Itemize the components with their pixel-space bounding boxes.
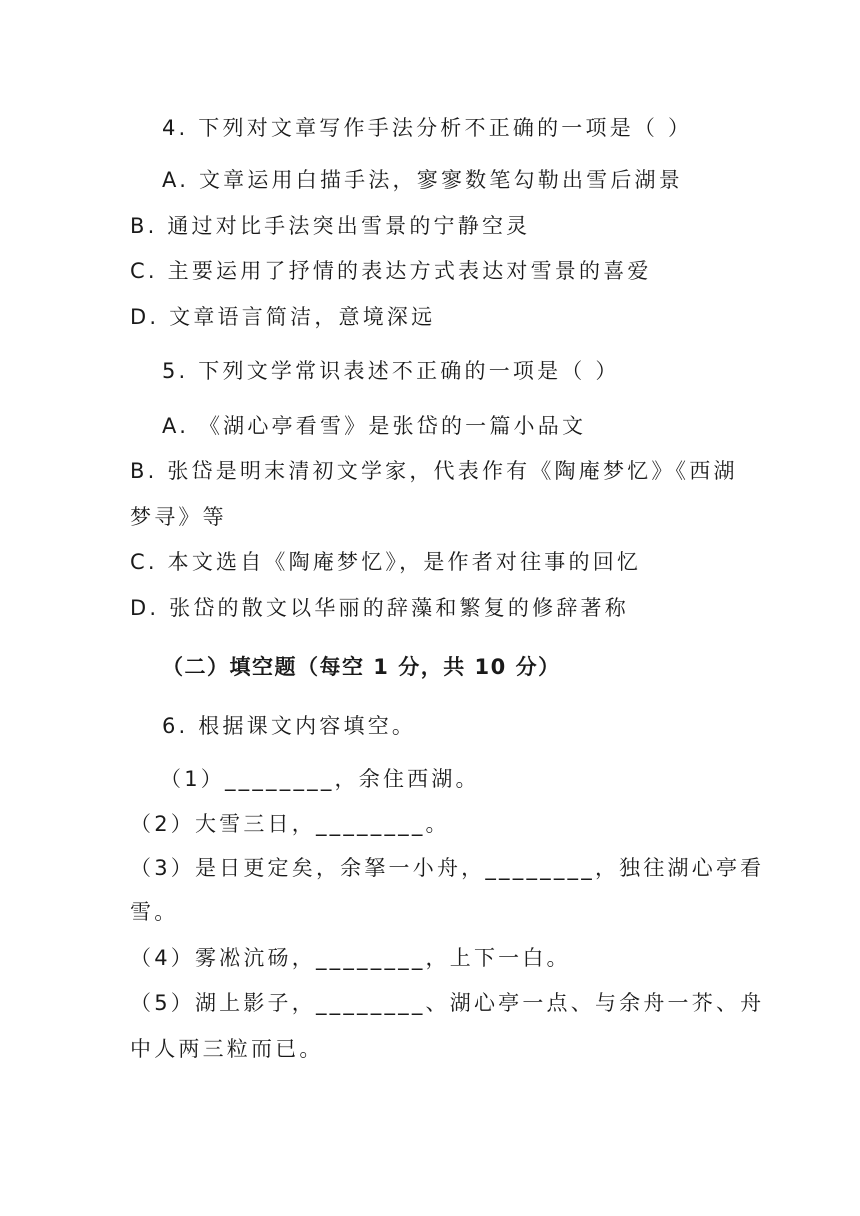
q6-item-5-cont: 中人两三粒而已。 — [130, 1037, 324, 1061]
q5-option-b: B. 张岱是明末清初文学家，代表作有《陶庵梦忆》《西湖 — [130, 459, 738, 483]
q4-option-a: A. 文章运用白描手法，寥寥数笔勾勒出雪后湖景 — [162, 168, 683, 192]
q6-item-3-cont: 雪。 — [130, 900, 179, 924]
q5-option-c: C. 本文选自《陶庵梦忆》，是作者对往事的回忆 — [130, 550, 642, 574]
q6-item-5: （5）湖上影子，________、湖心亭一点、与余舟一芥、舟 — [130, 991, 765, 1015]
q5-option-a: A. 《湖心亭看雪》是张岱的一篇小品文 — [162, 414, 587, 438]
q5-stem: 5. 下列文学常识表述不正确的一项是（ ） — [162, 359, 620, 383]
q4-option-b: B. 通过对比手法突出雪景的宁静空灵 — [130, 214, 531, 238]
q4-option-d: D. 文章语言简洁，意境深远 — [130, 305, 436, 329]
q5-option-b-cont: 梦寻》等 — [130, 505, 227, 529]
q6-item-1: （1）________，余住西湖。 — [160, 767, 480, 791]
q6-item-3: （3）是日更定矣，余拏一小舟，________，独往湖心亭看 — [130, 856, 765, 880]
q6-stem: 6. 根据课文内容填空。 — [162, 714, 417, 738]
section-heading: （二）填空题（每空 1 分，共 10 分） — [162, 655, 561, 679]
q4-stem: 4. 下列对文章写作手法分析不正确的一项是（ ） — [162, 116, 693, 140]
q5-option-d: D. 张岱的散文以华丽的辞藻和繁复的修辞著称 — [130, 596, 629, 620]
q6-item-2: （2）大雪三日，________。 — [130, 812, 450, 836]
q4-option-c: C. 主要运用了抒情的表达方式表达对雪景的喜爱 — [130, 259, 652, 283]
q6-item-4: （4）雾凇沆砀，________，上下一白。 — [130, 946, 571, 970]
